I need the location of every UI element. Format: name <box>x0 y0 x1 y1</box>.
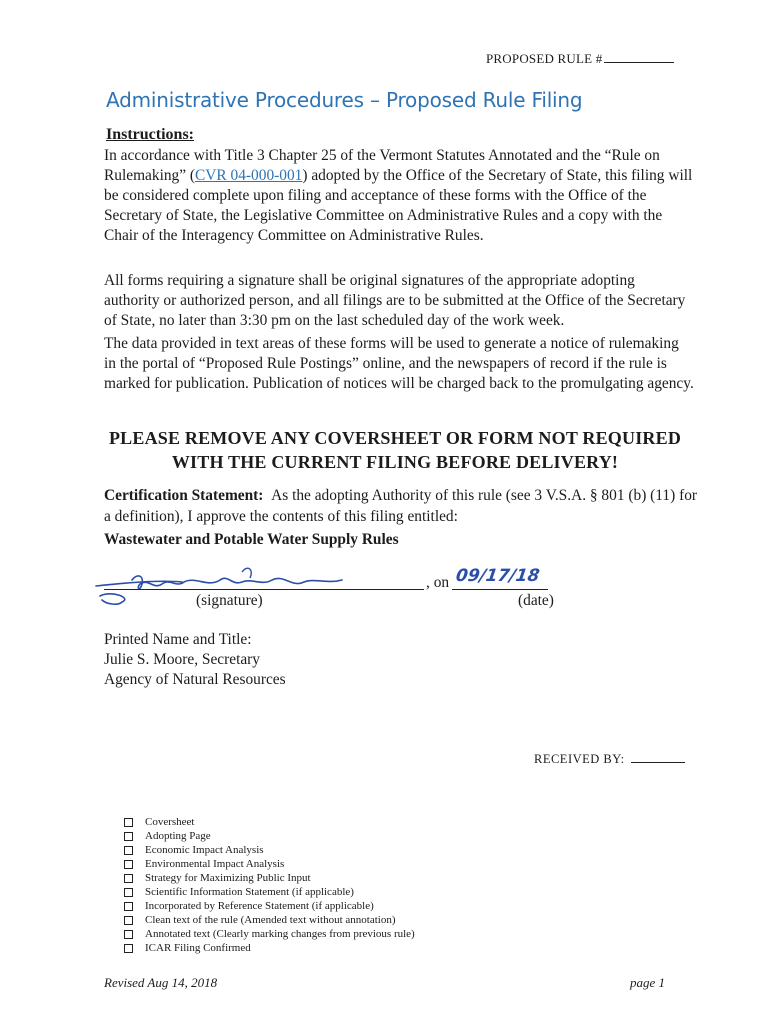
page-number: page 1 <box>630 975 666 990</box>
rule-title: Wastewater and Potable Water Supply Rules <box>104 531 399 548</box>
checkbox-icon[interactable] <box>124 930 133 939</box>
page-title: Administrative Procedures – Proposed Rule Filing <box>106 88 583 112</box>
proposed-rule-blank[interactable] <box>604 50 674 63</box>
printed-agency: Agency of Natural Resources <box>104 671 286 688</box>
checkbox-icon[interactable] <box>124 944 133 953</box>
checklist-item[interactable]: ICAR Filing Confirmed <box>124 941 415 955</box>
checkbox-icon[interactable] <box>124 874 133 883</box>
checklist-item[interactable]: Scientific Information Statement (if applicable) <box>124 885 415 899</box>
instructions-paragraph-2: All forms requiring a signature shall be original signatures of the appropriate adopting authority or authorized person, and all filings are to be submitted at the Office of the Secretary of State, no later than 3:30 pm on the last scheduled day of the work week. <box>104 272 686 329</box>
checklist-item[interactable]: Coversheet <box>124 815 415 829</box>
date-value: 09/17/18 <box>454 566 541 586</box>
on-word: , on <box>426 574 450 591</box>
date-label: (date) <box>518 592 554 609</box>
received-by-blank[interactable] <box>631 752 685 763</box>
checkbox-icon[interactable] <box>124 888 133 897</box>
date-line[interactable] <box>452 589 548 590</box>
p1-text-end: ) adopted by the Office of the Secretary of State, this filing will be considered complete upon filing and acceptance of these forms with the Office of the Secretary of State, the Legislative Committee on Administrative Rules and a copy with the Chair of the Interagency Committee on Administrative Rules. <box>104 167 693 244</box>
certification-statement <box>104 485 704 527</box>
checklist-item[interactable]: Economic Impact Analysis <box>124 843 415 857</box>
received-by <box>534 752 685 767</box>
printed-name: Julie S. Moore, Secretary <box>104 651 261 668</box>
checklist-item[interactable]: Annotated text (Clearly marking changes from previous rule) <box>124 927 415 941</box>
certification-text: As the adopting Authority of this rule (see 3 V.S.A. § 801 (b) (11) for a definition), I approve the contents of this filing entitled: <box>104 487 698 525</box>
p1-text-start: In accordance with Title 3 Chapter 25 of the Vermont Statutes Annotated and the “Rule on Rulemaking” ( <box>104 147 660 184</box>
checkbox-icon[interactable] <box>124 818 133 827</box>
checkbox-icon[interactable] <box>124 860 133 869</box>
checkbox-icon[interactable] <box>124 916 133 925</box>
checklist-item[interactable]: Strategy for Maximizing Public Input <box>124 871 415 885</box>
filing-checklist <box>124 815 415 955</box>
signature-line[interactable] <box>104 589 424 590</box>
revised-date: Revised Aug 14, 2018 <box>104 975 218 990</box>
printed-name-block <box>104 630 286 690</box>
checklist-item[interactable]: Clean text of the rule (Amended text without annotation) <box>124 913 415 927</box>
checkbox-icon[interactable] <box>124 902 133 911</box>
checkbox-icon[interactable] <box>124 832 133 841</box>
checkbox-icon[interactable] <box>124 846 133 855</box>
instructions-paragraph-1 <box>104 146 694 246</box>
checklist-item[interactable]: Environmental Impact Analysis <box>124 857 415 871</box>
checklist-item[interactable]: Incorporated by Reference Statement (if applicable) <box>124 899 415 913</box>
cvr-link[interactable]: CVR 04-000-001 <box>195 167 303 184</box>
received-by-label: RECEIVED BY: <box>534 752 625 766</box>
checklist-item[interactable]: Adopting Page <box>124 829 415 843</box>
signature-label: (signature) <box>196 592 263 609</box>
removal-warning: PLEASE REMOVE ANY COVERSHEET OR FORM NOT REQUIRED WITH THE CURRENT FILING BEFORE DELIVERY! <box>108 428 682 472</box>
printed-name-label: Printed Name and Title: <box>104 631 252 648</box>
proposed-rule-number <box>486 50 674 67</box>
proposed-rule-label: PROPOSED RULE # <box>486 51 603 66</box>
certification-label: Certification Statement: <box>104 487 264 504</box>
instructions-paragraph-3: The data provided in text areas of these forms will be used to generate a notice of rulemaking in the portal of “Proposed Rule Postings” online, and the newspapers of record if the rule is marked for publication. Publication of notices will be charged back to the promulgating agency. <box>104 335 694 392</box>
instructions-heading: Instructions: <box>106 126 195 143</box>
